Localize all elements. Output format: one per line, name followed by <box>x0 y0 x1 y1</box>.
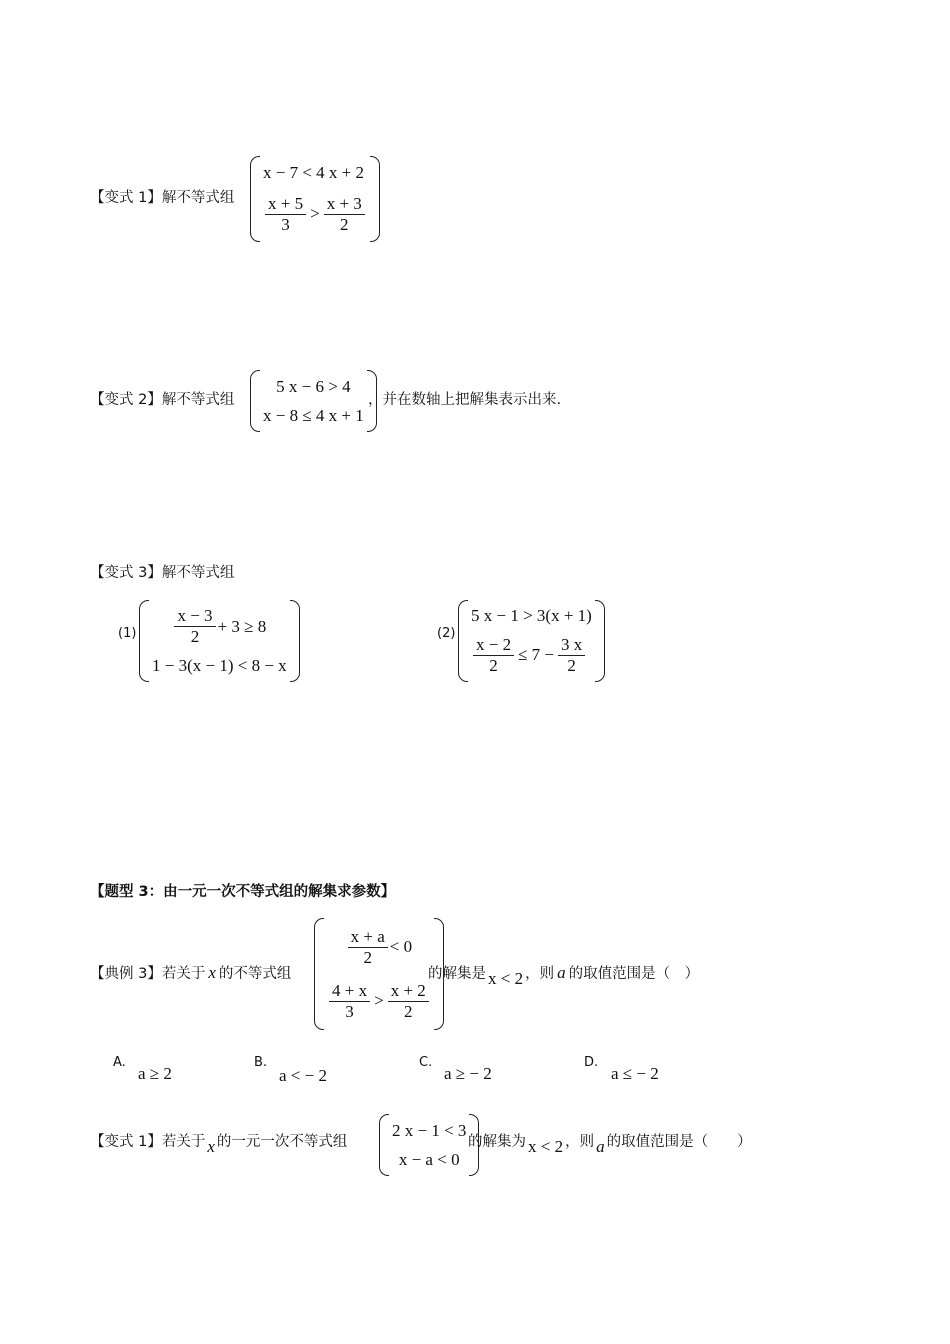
variant31-eq2: x − a < 0 <box>398 1149 460 1169</box>
example3-suffix <box>428 962 700 988</box>
variant31-system <box>379 1114 479 1176</box>
frac-den: 2 <box>403 1001 413 1021</box>
left-brace <box>250 156 260 242</box>
part1-eq1-rest: + 3 ≥ 8 <box>217 616 267 636</box>
part2-eq2 <box>471 635 592 676</box>
frac-den: 2 <box>489 655 498 675</box>
section3-title: 【题型 3：由一元一次不等式组的解集求参数】 <box>90 884 396 900</box>
frac-den: 2 <box>339 214 349 234</box>
frac-num: x + 3 <box>324 194 365 215</box>
example3-label: 【典例 3】若关于 <box>90 966 206 982</box>
part2-eq2-mid: ≤ 7 − <box>518 645 555 665</box>
variant2-label: 【变式 2】解不等式组 <box>90 392 235 408</box>
right-brace <box>290 600 300 682</box>
variant31-solution: x < 2 <box>528 1137 564 1156</box>
part1-number: (1) <box>118 626 137 641</box>
left-brace <box>458 600 468 682</box>
frac-num: x + a <box>348 927 388 948</box>
option-a-key: A. <box>113 1055 126 1070</box>
variant2-suffix: ，并在数轴上把解集表示出来. <box>368 392 562 408</box>
var-x: x <box>208 963 216 982</box>
variant31-tail2: 的取值范围是（ ） <box>606 1134 752 1150</box>
frac-num: 4 + x <box>329 981 370 1002</box>
example3-eq1-rest: < 0 <box>389 937 413 956</box>
frac-num: 3 x <box>558 635 585 656</box>
left-brace <box>250 370 260 432</box>
variant2-eq1: 5 x − 6 > 4 <box>276 376 351 396</box>
option-b-key: B. <box>254 1055 268 1070</box>
left-brace <box>379 1114 389 1176</box>
right-brace <box>595 600 605 682</box>
variant1-eq2 <box>263 194 367 235</box>
variant31-after: 的解集为 <box>468 1134 526 1150</box>
option-a-value: a ≥ 2 <box>138 1064 172 1083</box>
variant1-system <box>250 156 380 242</box>
option-d-key: D. <box>584 1055 599 1070</box>
operator: > <box>374 991 384 1010</box>
part2-eq1: 5 x − 1 > 3(x + 1) <box>471 606 592 626</box>
variant3-part1-system <box>139 600 300 682</box>
frac-num: x − 3 <box>174 606 215 627</box>
example3-prefix <box>90 962 291 983</box>
frac-den: 3 <box>281 214 290 234</box>
option-c-value: a ≥ − 2 <box>444 1064 492 1083</box>
variant3-part2-system <box>458 600 605 682</box>
part2-number: (2) <box>437 626 456 641</box>
part1-eq2: 1 − 3(x − 1) < 8 − x <box>152 655 287 675</box>
left-brace <box>139 600 149 682</box>
var-a: a <box>596 1137 605 1156</box>
frac-den: 2 <box>567 655 576 675</box>
example3-after: 的解集是 <box>428 966 486 982</box>
variant2-system <box>250 370 377 432</box>
frac-num: x + 2 <box>388 981 429 1002</box>
operator: > <box>310 204 320 224</box>
left-brace <box>314 918 324 1030</box>
option-d-value: a ≤ − 2 <box>611 1064 659 1083</box>
part1-eq1 <box>152 606 287 647</box>
variant31-mid: 的一元一次不等式组 <box>216 1134 348 1150</box>
example3-eq2 <box>327 981 431 1022</box>
frac-den: 2 <box>363 947 372 967</box>
example3-mid: 的不等式组 <box>218 966 292 982</box>
variant1-label: 【变式 1】解不等式组 <box>90 190 235 206</box>
right-brace <box>370 156 380 242</box>
option-c-key: C. <box>419 1055 433 1070</box>
variant31-prefix <box>90 1130 348 1156</box>
frac-num: x + 5 <box>265 194 306 215</box>
variant31-suffix <box>468 1130 752 1156</box>
variant3-label: 【变式 3】解不等式组 <box>90 565 235 581</box>
variant31-eq1: 2 x − 1 < 3 <box>392 1120 467 1140</box>
variant2-eq2: x − 8 ≤ 4 x + 1 <box>263 405 364 425</box>
variant1-eq1: x − 7 < 4 x + 2 <box>263 163 365 183</box>
variant31-tail1: ，则 <box>565 1134 595 1150</box>
var-a: a <box>557 963 566 982</box>
frac-den: 2 <box>190 627 200 647</box>
example3-tail1: ，则 <box>525 966 555 982</box>
variant31-label: 【变式 1】若关于 <box>90 1134 206 1150</box>
frac-num: x − 2 <box>473 635 514 656</box>
example3-tail2: 的取值范围是（ ） <box>568 966 700 982</box>
option-b-value: a < − 2 <box>279 1066 327 1085</box>
example3-solution: x < 2 <box>488 969 524 988</box>
frac-den: 3 <box>345 1001 354 1021</box>
example3-system <box>314 918 444 1030</box>
example3-eq1 <box>327 927 431 968</box>
var-x: x <box>207 1137 215 1156</box>
